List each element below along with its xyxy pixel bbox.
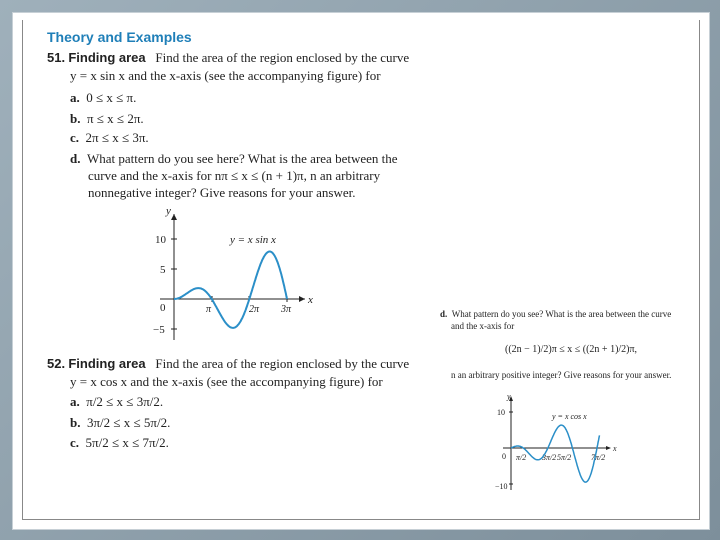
part-d-52-formula: ((2n − 1)/2)π ≤ x ≤ ((2n + 1)/2)π, xyxy=(505,344,638,355)
curve-x-sin-x xyxy=(174,252,287,328)
part-label: a. xyxy=(70,394,80,409)
x-tick-label-52: π/2 xyxy=(516,453,527,462)
y-tick-label: 0 xyxy=(160,302,166,314)
problem-title: Finding area xyxy=(68,50,146,65)
x-axis-arrow-52 xyxy=(606,446,611,450)
problem-52-header xyxy=(47,356,409,372)
part-text: What pattern do you see? What is the area between the curve xyxy=(451,309,672,319)
y-tick-label: −5 xyxy=(153,324,165,336)
part-text: 3π/2 ≤ x ≤ 5π/2. xyxy=(86,415,171,430)
problem-52-line2: y = x cos x and the x-axis (see the accompanying figure) for xyxy=(70,374,383,389)
part-a-52 xyxy=(70,394,163,410)
problem-text: Find the area of the region enclosed by the curve xyxy=(155,356,410,371)
part-text: 5π/2 ≤ x ≤ 7π/2. xyxy=(85,435,169,450)
section-heading: Theory and Examples xyxy=(47,29,192,45)
problem-51-line2: y = x sin x and the x-axis (see the accompanying figure) for xyxy=(70,68,381,83)
part-label: b. xyxy=(70,415,81,430)
y-axis-arrow xyxy=(171,214,177,220)
y-axis-label-52: y xyxy=(507,392,511,401)
x-tick-label: π xyxy=(206,304,212,315)
part-d-line3: nonnegative integer? Give reasons for your answer. xyxy=(88,185,356,200)
y-tick-label-52: 0 xyxy=(502,452,506,461)
part-label: c. xyxy=(70,130,80,145)
problem-number: 52. xyxy=(47,356,66,371)
y-tick-label: 5 xyxy=(160,264,166,276)
y-tick-label-52: 10 xyxy=(497,408,505,417)
part-label: d. xyxy=(440,309,448,319)
part-label: d. xyxy=(70,151,81,166)
part-c-52 xyxy=(70,435,169,451)
curve-label-52: y = x cos x xyxy=(552,412,587,421)
x-tick-label: 2π xyxy=(249,304,260,315)
part-d-52-line3: n an arbitrary positive integer? Give reasons for your answer. xyxy=(451,370,672,380)
y-axis-label: y xyxy=(166,205,171,217)
x-axis-label-52: x xyxy=(613,444,617,453)
x-tick-label-52: 7π/2 xyxy=(591,453,606,462)
part-text: π ≤ x ≤ 2π. xyxy=(86,111,144,126)
problem-text: Find the area of the region enclosed by the curve xyxy=(155,50,410,65)
part-label: c. xyxy=(70,435,80,450)
part-d-52 xyxy=(440,309,671,319)
curve-label: y = x sin x xyxy=(230,234,276,246)
y-tick-label: 10 xyxy=(155,234,166,246)
part-label: a. xyxy=(70,90,80,105)
part-text: 2π ≤ x ≤ 3π. xyxy=(85,130,149,145)
part-text: 0 ≤ x ≤ π. xyxy=(86,90,137,105)
problem-title: Finding area xyxy=(68,356,146,371)
part-text: π/2 ≤ x ≤ 3π/2. xyxy=(86,394,164,409)
part-d-line2: curve and the x-axis for nπ ≤ x ≤ (n + 1)π, n an arbitrary xyxy=(88,168,381,183)
x-axis-label: x xyxy=(308,294,313,306)
x-tick-label: 3π xyxy=(281,304,292,315)
part-text: What pattern do you see here? What is the area between the xyxy=(86,151,398,166)
problem-number: 51. xyxy=(47,50,66,65)
x-tick-label-52: 3π/2 xyxy=(542,453,557,462)
part-b-52 xyxy=(70,415,170,431)
part-label: b. xyxy=(70,111,81,126)
y-tick-label-52: −10 xyxy=(495,482,508,491)
x-axis-arrow xyxy=(299,296,305,302)
part-d-52-line2: and the x-axis for xyxy=(451,321,515,331)
x-tick-label-52: 5π/2 xyxy=(557,453,572,462)
